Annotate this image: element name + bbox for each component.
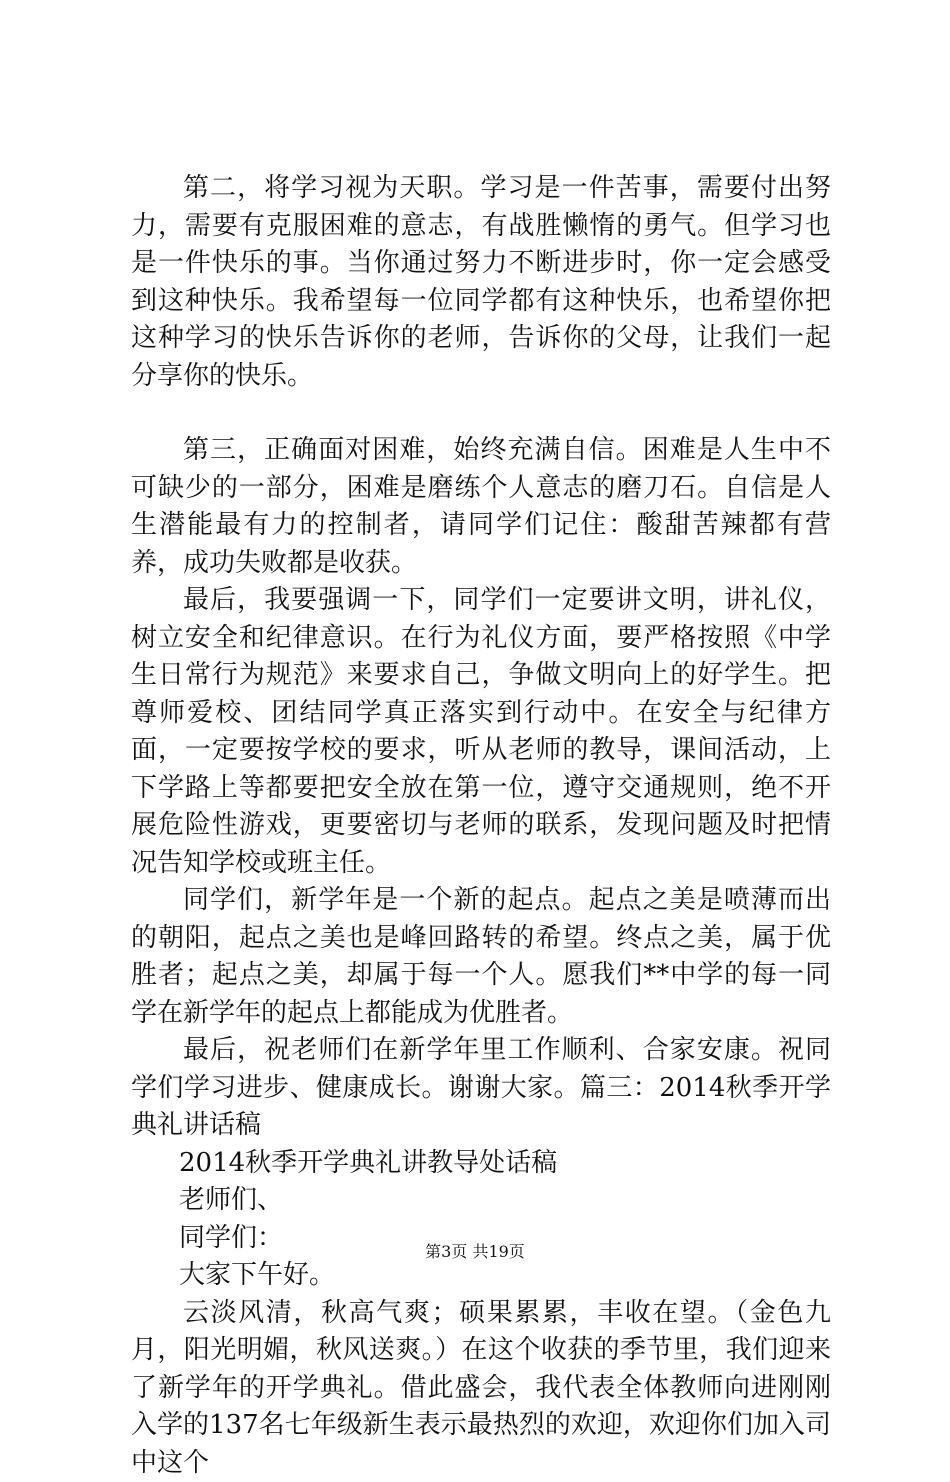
page-footer (0, 1242, 950, 1262)
paragraph-closing-wishes: 最后，祝老师们在新学年里工作顺利、合家安康。祝同学们学习进步、健康成长。谢谢大家。篇三：2014秋季开学典礼讲话稿 (131, 1032, 831, 1145)
paragraph-second-point: 第二，将学习视为天职。学习是一件苦事，需要付出努力，需要有克服困难的意志，有战胜懒惰的勇气。但学习也是一件快乐的事。当你通过努力不断进步时，你一定会感受到这种快乐。我希望每一位同学都有这种快乐，也希望你把这种学习的快乐告诉你的老师，告诉你的父母，让我们一起分享你的快乐。 (131, 170, 831, 395)
paragraph-autumn-opening: 云淡风清，秋高气爽；硕果累累，丰收在望。（金色九月，阳光明媚，秋风送爽。）在这个收获的季节里，我们迎来了新学年的开学典礼。借此盛会，我代表全体教师向进刚刚入学的137名七年级新生表示最热烈的欢迎，欢迎你们加入司中这个 (131, 1295, 831, 1482)
paragraph-speech-title: 2014秋季开学典礼讲教导处话稿 (131, 1145, 831, 1183)
paragraph-new-start: 同学们，新学年是一个新的起点。起点之美是喷薄而出的朝阳，起点之美也是峰回路转的希望。终点之美，属于优胜者；起点之美，却属于每一个人。愿我们**中学的每一同学在新学年的起点上都能成为优胜者。 (131, 882, 831, 1032)
paragraph-greeting: 大家下午好。 (131, 1257, 831, 1295)
paragraph-third-point: 第三，正确面对困难，始终充满自信。困难是人生中不可缺少的一部分，困难是磨练个人意志的磨刀石。自信是人生潜能最有力的控制者，请同学们记住：酸甜苦辣都有营养，成功失败都是收获。 (131, 432, 831, 582)
paragraph-salutation-teachers: 老师们、 (131, 1182, 831, 1220)
paragraph-salutation-students: 同学们： (131, 1220, 831, 1258)
document-body (131, 170, 831, 1482)
page-number-label: 第3页 共19页 (425, 1242, 525, 1261)
paragraph-gap (131, 395, 831, 432)
paragraph-civility: 最后，我要强调一下，同学们一定要讲文明，讲礼仪，树立安全和纪律意识。在行为礼仪方面，要严格按照《中学生日常行为规范》来要求自己，争做文明向上的好学生。把尊师爱校、团结同学真正落实到行动中。在安全与纪律方面，一定要按学校的要求，听从老师的教导，课间活动，上下学路上等都要把安全放在第一位，遵守交通规则，绝不开展危险性游戏，更要密切与老师的联系，发现问题及时把情况告知学校或班主任。 (131, 582, 831, 882)
